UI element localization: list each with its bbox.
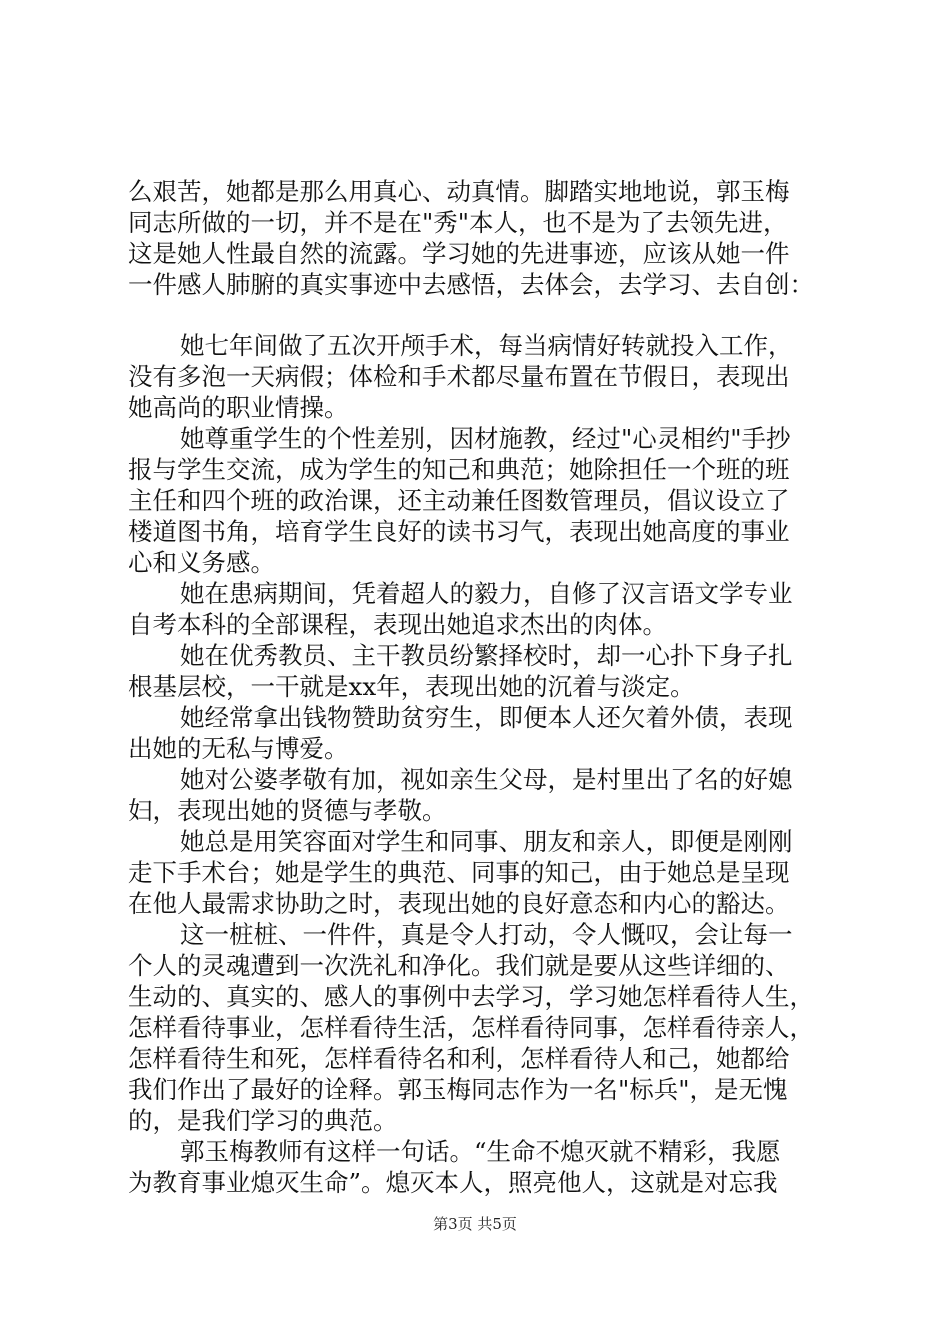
text-line	[0, 455, 950, 485]
text-line	[0, 177, 950, 207]
text-line	[0, 672, 950, 702]
line-text: 主任和四个班的政治课，还主动兼任图数管理员，倡议设立了	[128, 486, 790, 515]
line-text: 在他人最需求协助之时，表现出她的良好意态和内心的豁达。	[128, 889, 790, 918]
line-text: 她对公婆孝敬有加，视如亲生父母，是村里出了名的好媳	[180, 765, 793, 794]
line-text: 一件感人肺腑的真实事迹中去感悟，去体会，去学习、去自创：	[128, 270, 814, 299]
text-line	[0, 1137, 950, 1167]
text-line	[0, 1013, 950, 1043]
text-line	[0, 610, 950, 640]
text-line	[0, 579, 950, 609]
text-line	[0, 1044, 950, 1074]
text-line	[0, 424, 950, 454]
text-line	[0, 548, 950, 578]
text-line	[0, 827, 950, 857]
line-text: 她在优秀教员、主干教员纷繁择校时，却一心扑下身子扎	[180, 641, 793, 670]
text-line	[0, 239, 950, 269]
line-text: 楼道图书角，培育学生良好的读书习气，表现出她高度的事业	[128, 517, 790, 546]
text-line	[0, 517, 950, 547]
line-text: 郭玉梅教师有这样一句话。“生命不熄灭就不精彩，我愿	[180, 1137, 781, 1166]
text-line	[0, 703, 950, 733]
text-line	[0, 362, 950, 392]
line-text: 个人的灵魂遭到一次洗礼和净化。我们就是要从这些详细的、	[128, 951, 790, 980]
line-text: 怎样看待事业，怎样看待生活，怎样看待同事，怎样看待亲人，	[128, 1013, 814, 1042]
text-line	[0, 796, 950, 826]
text-line	[0, 641, 950, 671]
line-text: 她经常拿出钱物赞助贫穷生，即便本人还欠着外债，表现	[180, 703, 793, 732]
text-line	[0, 486, 950, 516]
text-line	[0, 331, 950, 361]
line-text: 这是她人性最自然的流露。学习她的先进事迹，应该从她一件	[128, 239, 790, 268]
text-line	[0, 858, 950, 888]
text-line	[0, 1075, 950, 1105]
line-text: 没有多泡一天病假；体检和手术都尽量布置在节假日，表现出	[128, 362, 790, 391]
line-text: 她总是用笑容面对学生和同事、朋友和亲人，即便是刚刚	[180, 827, 793, 856]
line-text: 我们作出了最好的诠释。郭玉梅同志作为一名"标兵"，是无愧	[128, 1075, 788, 1104]
line-text: 走下手术台；她是学生的典范、同事的知己，由于她总是呈现	[128, 858, 790, 887]
text-line	[0, 734, 950, 764]
text-line	[0, 208, 950, 238]
line-text: 她在患病期间，凭着超人的毅力，自修了汉言语文学专业	[180, 579, 793, 608]
text-line	[0, 889, 950, 919]
line-text: 怎样看待生和死，怎样看待名和利，怎样看待人和己，她都给	[128, 1044, 790, 1073]
line-text: 出她的无私与博爱。	[128, 734, 349, 763]
line-text: 为教育事业熄灭生命”。熄灭本人，照亮他人，这就是对忘我	[128, 1168, 778, 1197]
page-footer: 第3页 共5页	[433, 1215, 517, 1233]
line-text: 同志所做的一切，并不是在"秀"本人，也不是为了去领先进，	[128, 208, 788, 237]
text-line	[0, 393, 950, 423]
line-text: 心和义务感。	[128, 548, 275, 577]
line-text: 报与学生交流，成为学生的知己和典范；她除担任一个班的班	[128, 455, 790, 484]
line-text: 她高尚的职业情操。	[128, 393, 349, 422]
text-line	[0, 270, 950, 300]
text-line	[0, 951, 950, 981]
line-text: 么艰苦，她都是那么用真心、动真情。脚踏实地地说，郭玉梅	[128, 177, 790, 206]
text-line	[0, 982, 950, 1012]
line-text: 的，是我们学习的典范。	[128, 1106, 398, 1135]
text-line	[0, 1106, 950, 1136]
text-line	[0, 1168, 950, 1198]
line-text: 她七年间做了五次开颅手术，每当病情好转就投入工作，	[180, 331, 793, 360]
text-line	[0, 765, 950, 795]
text-line	[0, 920, 950, 950]
line-text: 自考本科的全部课程，表现出她追求杰出的肉体。	[128, 610, 667, 639]
line-text: 根基层校，一干就是xx年，表现出她的沉着与淡定。	[128, 672, 695, 701]
line-text: 妇，表现出她的贤德与孝敬。	[128, 796, 447, 825]
line-text: 她尊重学生的个性差别，因材施教，经过"心灵相约"手抄	[180, 424, 791, 453]
line-text: 这一桩桩、一件件，真是令人打动，令人慨叹，会让每一	[180, 920, 793, 949]
line-text: 生动的、真实的、感人的事例中去学习，学习她怎样看待人生，	[128, 982, 814, 1011]
